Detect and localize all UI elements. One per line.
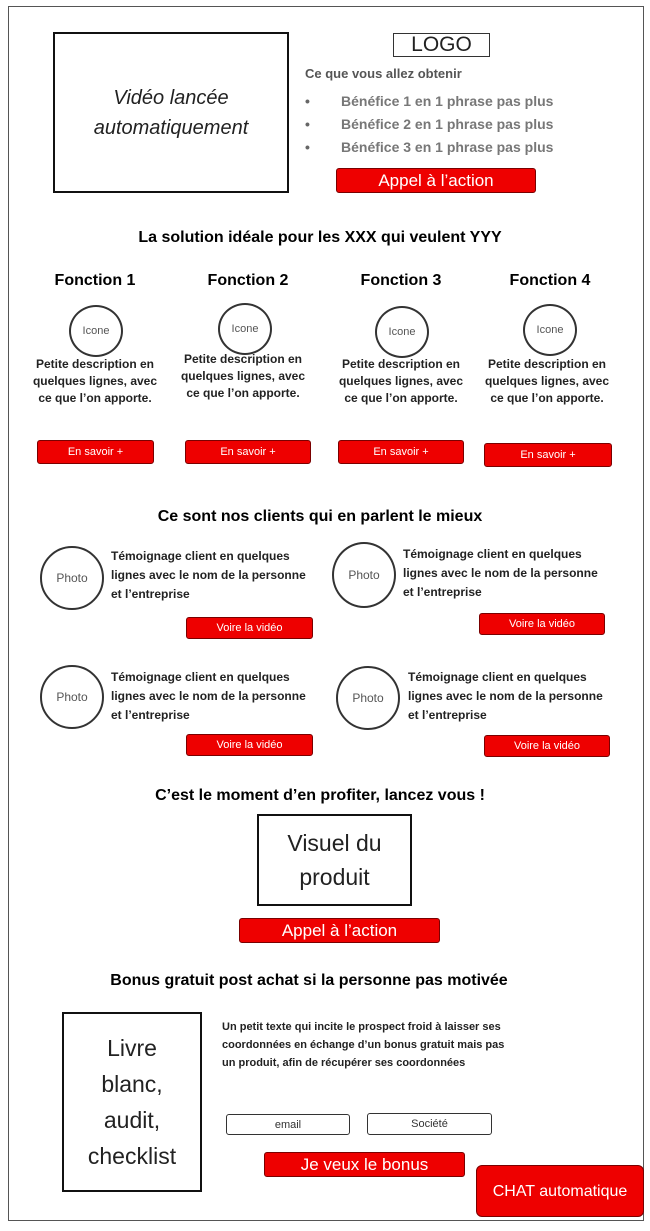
logo-text: LOGO: [411, 33, 472, 56]
feature-icon: Icone: [523, 304, 577, 356]
watch-video-button[interactable]: Voire la vidéo: [186, 617, 313, 639]
learn-more-button[interactable]: En savoir +: [338, 440, 464, 464]
features-heading: La solution idéale pour les XXX qui veulent YYY: [138, 229, 502, 246]
testimonials-heading: Ce sont nos clients qui en parlent le mieux: [157, 508, 483, 525]
product-visual-label: Visuel du produit: [287, 830, 382, 890]
testimonial-text: Témoignage client en quelques lignes avec le nom de la personne et l’entreprise: [111, 549, 306, 601]
bullet-icon: •: [305, 115, 310, 132]
hero-intro: Ce que vous allez obtenir: [305, 66, 462, 81]
benefit-item: • Bénéfice 2 en 1 phrase pas plus: [305, 115, 554, 132]
testimonial-text: Témoignage client en quelques lignes avec le nom de la personne et l’entreprise: [403, 547, 598, 599]
bonus-book: [62, 1012, 202, 1192]
email-field[interactable]: email: [226, 1114, 350, 1135]
learn-more-button[interactable]: En savoir +: [484, 443, 612, 467]
logo: [393, 33, 490, 57]
company-field[interactable]: Société: [367, 1113, 492, 1135]
benefit-item: • Bénéfice 3 en 1 phrase pas plus: [305, 138, 554, 155]
chat-widget-button[interactable]: CHAT automatique: [476, 1165, 644, 1217]
learn-more-button[interactable]: En savoir +: [185, 440, 311, 464]
feature-icon: Icone: [375, 306, 429, 358]
bonus-description: Un petit texte qui incite le prospect froid à laisser ses coordonnées en échange d’un bonus gratuit mais pas un produit, afin de récupérer ses coordonnées: [222, 1021, 505, 1069]
feature-title: Fonction 1: [54, 272, 136, 289]
hero-video-label: Vidéo lancée automatiquement: [93, 86, 249, 139]
watch-video-button[interactable]: Voire la vidéo: [479, 613, 605, 635]
hero-video[interactable]: [53, 32, 289, 193]
feature-card: [480, 272, 620, 472]
feature-card: [331, 272, 471, 472]
feature-icon: Icone: [218, 303, 272, 355]
testimonial-text: Témoignage client en quelques lignes avec le nom de la personne et l’entreprise: [408, 670, 603, 722]
offer-heading: C’est le moment d’en profiter, lancez vous !: [155, 787, 485, 804]
feature-description: Petite description en quelques lignes, avec ce que l’on apporte.: [338, 357, 464, 405]
client-photo: Photo: [40, 665, 104, 729]
benefit-list: [305, 89, 605, 158]
offer-cta-button[interactable]: Appel à l’action: [239, 918, 440, 943]
client-photo: Photo: [336, 666, 400, 730]
feature-description: Petite description en quelques lignes, avec ce que l’on apporte.: [180, 352, 306, 400]
hero-cta-button[interactable]: Appel à l’action: [336, 168, 536, 193]
feature-icon: Icone: [69, 305, 123, 357]
feature-card: [25, 272, 165, 472]
bullet-icon: •: [305, 92, 310, 109]
benefit-item: • Bénéfice 1 en 1 phrase pas plus: [305, 92, 554, 109]
feature-description: Petite description en quelques lignes, avec ce que l’on apporte.: [484, 357, 610, 405]
feature-title: Fonction 2: [207, 272, 289, 289]
bonus-book-label: Livre blanc, audit, checklist: [87, 1035, 177, 1169]
client-photo: Photo: [332, 542, 396, 608]
watch-video-button[interactable]: Voire la vidéo: [484, 735, 610, 757]
feature-card: [178, 272, 318, 472]
client-photo: Photo: [40, 546, 104, 610]
feature-title: Fonction 4: [509, 272, 591, 289]
product-visual: [257, 814, 412, 906]
testimonial-text: Témoignage client en quelques lignes avec le nom de la personne et l’entreprise: [111, 670, 306, 722]
feature-description: Petite description en quelques lignes, avec ce que l’on apporte.: [32, 357, 158, 405]
feature-title: Fonction 3: [360, 272, 442, 289]
watch-video-button[interactable]: Voire la vidéo: [186, 734, 313, 756]
bullet-icon: •: [305, 138, 310, 155]
bonus-heading: Bonus gratuit post achat si la personne pas motivée: [110, 972, 508, 989]
bonus-cta-button[interactable]: Je veux le bonus: [264, 1152, 465, 1177]
learn-more-button[interactable]: En savoir +: [37, 440, 154, 464]
